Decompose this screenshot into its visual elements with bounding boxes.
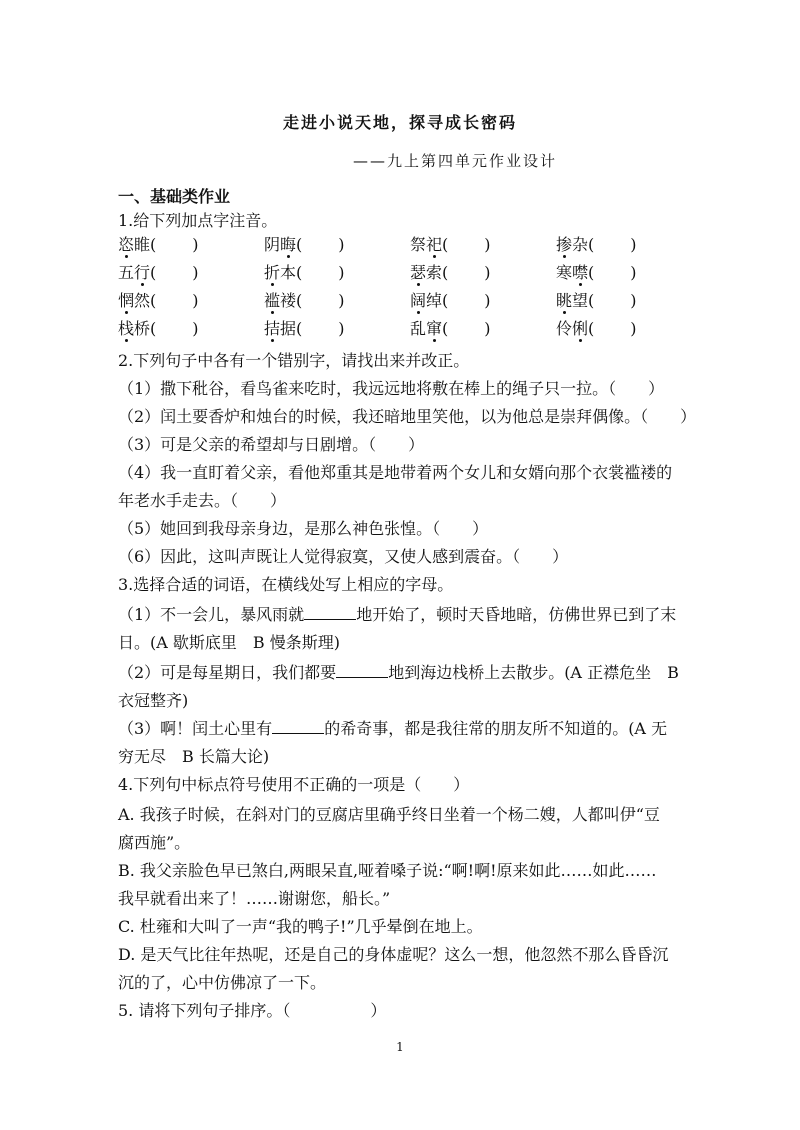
- dotted-char: 行: [134, 263, 151, 282]
- q4-option-b: B. 我父亲脸色早已煞白,两眼呆直,哑着嗓子说:“啊!啊!原来如此……如此……: [118, 861, 657, 880]
- paren-close: ): [192, 235, 199, 254]
- pinyin-item: [556, 290, 637, 312]
- dotted-char: 褴: [264, 291, 281, 310]
- paren-open: (: [588, 235, 595, 254]
- dotted-char: 窜: [426, 319, 443, 338]
- q3-item-3-cont: 穷无尽 B 长篇大论): [118, 747, 270, 766]
- paren-close: ): [630, 235, 637, 254]
- answer-blank[interactable]: [272, 719, 324, 734]
- paren-open: (: [442, 319, 449, 338]
- question-5-stem: 5. 请将下列句子排序。（ ）: [118, 1001, 387, 1020]
- q2-item-6: （6）因此，这叫声既让人觉得寂寞，又使人感到震奋。（ ）: [118, 547, 569, 566]
- q3-item-2-text-b: 地到海边栈桥上去散步。(A 正襟危坐 B: [388, 663, 679, 682]
- dotted-char: 拮: [264, 319, 281, 338]
- dotted-char: 噤: [572, 263, 589, 282]
- word-char: 索: [426, 263, 443, 282]
- paren-close: ): [630, 319, 637, 338]
- page-title: 走进小说天地，探寻成长密码: [282, 113, 517, 132]
- dotted-char: 瑟: [410, 263, 427, 282]
- question-3-stem: 3.选择合适的词语，在横线处写上相应的字母。: [118, 575, 454, 594]
- page-subtitle: ——九上第四单元作业设计: [352, 152, 557, 170]
- q4-option-d-cont: 沉的了，心中仿佛凉了一下。: [118, 973, 327, 992]
- q3-item-2: [118, 662, 679, 684]
- paren-open: (: [588, 319, 595, 338]
- pinyin-item: [118, 290, 199, 312]
- q4-option-a: A. 我孩子时候，在斜对门的豆腐店里确乎终日坐着一个杨二嫂，人都叫伊“豆: [118, 805, 660, 824]
- q3-item-3-text-a: （3）啊！闰土心里有: [118, 719, 273, 738]
- q3-item-1-cont: 日。(A 歇斯底里 B 慢条斯理): [118, 633, 340, 652]
- pinyin-item: [118, 234, 199, 256]
- paren-close: ): [192, 263, 199, 282]
- word-char: 乱: [410, 319, 427, 338]
- word-char: 五: [118, 263, 135, 282]
- q4-option-b-cont: 我早就看出来了！……谢谢您，船长。”: [118, 889, 391, 908]
- dotted-char: 掺: [556, 235, 573, 254]
- pinyin-item: [556, 234, 637, 256]
- word-char: 然: [134, 291, 151, 310]
- paren-open: (: [150, 263, 157, 282]
- pinyin-item: [410, 290, 491, 312]
- pinyin-item: [410, 318, 491, 340]
- paren-open: (: [442, 291, 449, 310]
- question-2-stem: 2.下列句子中各有一个错别字，请找出来并改正。: [118, 351, 470, 370]
- paren-close: ): [484, 319, 491, 338]
- dotted-char: 阔: [410, 291, 427, 310]
- paren-close: ): [338, 291, 345, 310]
- paren-open: (: [150, 291, 157, 310]
- paren-open: (: [296, 235, 303, 254]
- dotted-char: 恣: [118, 235, 135, 254]
- q3-item-2-text-a: （2）可是每星期日，我们都要: [118, 663, 337, 682]
- q2-item-1: （1）撒下秕谷，看鸟雀来吃时，我远远地将敷在棒上的绳子只一拉。（ ）: [118, 379, 665, 398]
- word-char: 桥: [134, 319, 151, 338]
- paren-close: ): [484, 235, 491, 254]
- q4-option-a-cont: 腐西施”。: [118, 833, 191, 852]
- question-4-stem: 4.下列句中标点符号使用不正确的一项是（ ）: [118, 775, 470, 794]
- answer-blank[interactable]: [304, 605, 356, 620]
- q2-item-4-cont: 年老水手走去。（ ）: [118, 491, 287, 510]
- q2-item-5: （5）她回到我母亲身边，是那么神色张惶。（ ）: [118, 519, 489, 538]
- dotted-char: 栈: [118, 319, 135, 338]
- pinyin-item: [410, 262, 491, 284]
- word-char: 寒: [556, 263, 573, 282]
- pinyin-item: [556, 262, 637, 284]
- word-char: 阴: [264, 235, 281, 254]
- section-heading: 一、基础类作业: [118, 187, 231, 206]
- dotted-char: 祀: [426, 235, 443, 254]
- pinyin-item: [264, 290, 345, 312]
- q3-item-2-cont: 衣冠整齐): [118, 691, 189, 710]
- answer-blank[interactable]: [336, 663, 388, 678]
- paren-open: (: [296, 319, 303, 338]
- paren-open: (: [442, 263, 449, 282]
- paren-close: ): [630, 263, 637, 282]
- q3-item-3-text-b: 的希奇事，都是我往常的朋友所不知道的。(A 无: [324, 719, 668, 738]
- q2-item-3: （3）可是父亲的希望却与日剧增。（ ）: [118, 435, 425, 454]
- paren-close: ): [192, 319, 199, 338]
- q3-item-1: [118, 604, 676, 626]
- word-char: 据: [280, 319, 297, 338]
- word-char: 褛: [280, 291, 297, 310]
- paren-open: (: [296, 291, 303, 310]
- dotted-char: 晦: [280, 235, 297, 254]
- pinyin-item: [410, 234, 491, 256]
- pinyin-item: [264, 234, 345, 256]
- pinyin-item: [118, 318, 199, 340]
- paren-close: ): [338, 319, 345, 338]
- q3-item-3: [118, 718, 667, 740]
- dotted-char: 俐: [572, 319, 589, 338]
- word-char: 伶: [556, 319, 573, 338]
- page-number: 1: [396, 1040, 404, 1054]
- paren-open: (: [150, 235, 157, 254]
- paren-close: ): [630, 291, 637, 310]
- question-1-stem: 1.给下列加点字注音。: [118, 211, 278, 230]
- paren-open: (: [150, 319, 157, 338]
- word-char: 睢: [134, 235, 151, 254]
- paren-close: ): [338, 263, 345, 282]
- q3-item-1-text-a: （1）不一会儿，暴风雨就: [118, 605, 305, 624]
- paren-open: (: [442, 235, 449, 254]
- q4-option-d: D. 是天气比往年热呢，还是自己的身体虚呢？这么一想，他忽然不那么昏昏沉: [118, 945, 669, 964]
- paren-open: (: [588, 291, 595, 310]
- dotted-char: 折: [264, 263, 281, 282]
- paren-close: ): [484, 291, 491, 310]
- paren-close: ): [484, 263, 491, 282]
- q4-option-c: C. 杜雍和大叫了一声“我的鸭子!”几乎晕倒在地上。: [118, 917, 483, 936]
- dotted-char: 惘: [118, 291, 135, 310]
- pinyin-item: [118, 262, 199, 284]
- q2-item-2: （2）闰土要香炉和烛台的时候，我还暗地里笑他，以为他总是崇拜偶像。（ ）: [118, 407, 697, 426]
- word-char: 祭: [410, 235, 427, 254]
- q2-item-4: （4）我一直盯着父亲，看他郑重其是地带着两个女儿和女婿向那个衣裳褴褛的: [118, 463, 673, 482]
- paren-open: (: [588, 263, 595, 282]
- pinyin-item: [264, 318, 345, 340]
- paren-open: (: [296, 263, 303, 282]
- paren-close: ): [338, 235, 345, 254]
- word-char: 本: [280, 263, 297, 282]
- dotted-char: 眺: [556, 291, 573, 310]
- word-char: 杂: [572, 235, 589, 254]
- pinyin-item: [264, 262, 345, 284]
- word-char: 绰: [426, 291, 443, 310]
- paren-close: ): [192, 291, 199, 310]
- word-char: 望: [572, 291, 589, 310]
- pinyin-item: [556, 318, 637, 340]
- q3-item-1-text-b: 地开始了，顿时天昏地暗，仿佛世界已到了末: [356, 605, 677, 624]
